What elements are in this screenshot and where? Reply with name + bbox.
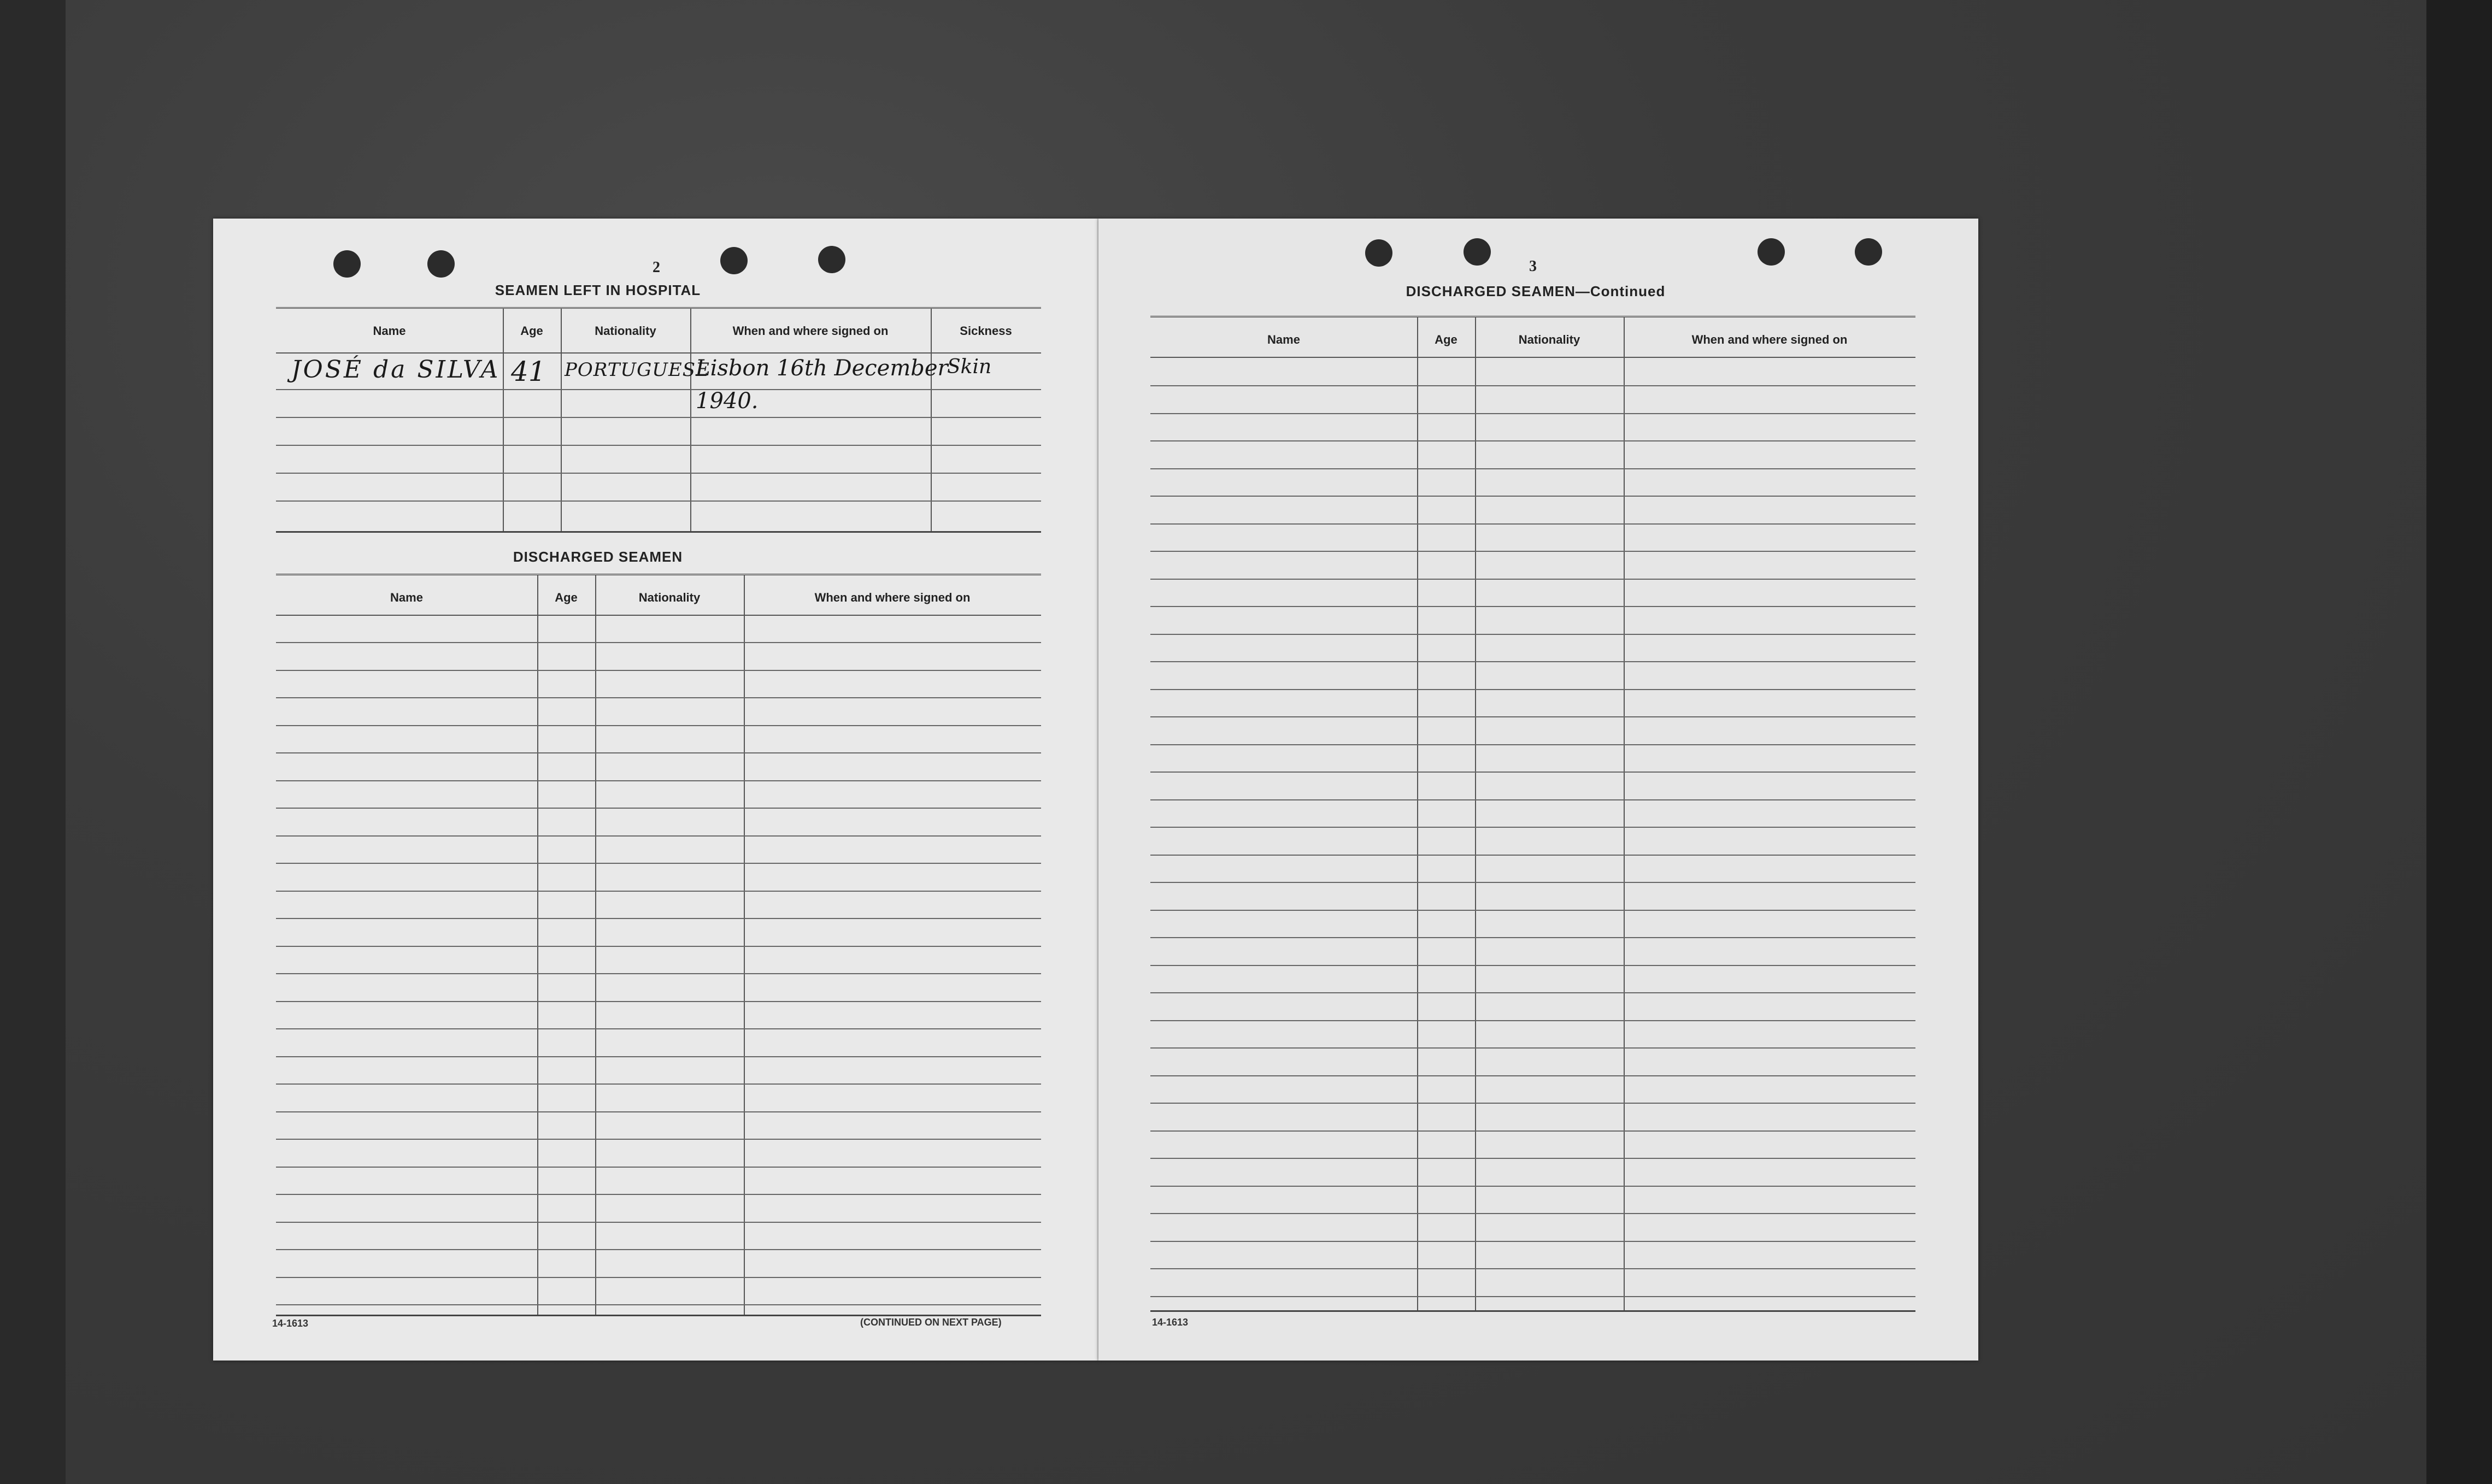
col-header-age: Age: [520, 324, 543, 338]
row-rule: [1150, 440, 1915, 441]
row-rule: [276, 725, 1041, 726]
discharged-table: [276, 574, 1041, 1316]
entry-age: 41: [511, 356, 546, 387]
row-rule: [1150, 1130, 1915, 1132]
entry-signed-on-year: 1940.: [696, 388, 759, 414]
row-rule: [1150, 413, 1915, 414]
row-rule: [1150, 1241, 1915, 1242]
row-rule: [276, 1167, 1041, 1168]
row-rule: [276, 1001, 1041, 1002]
row-rule: [1150, 496, 1915, 497]
punch-hole: [1758, 238, 1785, 266]
row-rule: [276, 808, 1041, 809]
row-rule: [276, 1304, 1041, 1305]
punch-hole: [818, 246, 845, 273]
row-rule: [276, 891, 1041, 892]
left-page: [213, 219, 1098, 1361]
page-number: 2: [653, 259, 660, 276]
column-divider: [690, 309, 691, 533]
entry-sickness: Skin: [947, 356, 992, 378]
row-rule: [1150, 1296, 1915, 1297]
col-header-nationality: Nationality: [638, 591, 701, 604]
punch-hole: [333, 250, 361, 278]
discharged-section-title: DISCHARGED SEAMEN: [513, 549, 683, 565]
col-header-nationality: Nationality: [595, 324, 656, 338]
punch-hole: [1365, 239, 1392, 267]
row-rule: [276, 389, 1041, 390]
col-header-sickness: Sickness: [960, 324, 1012, 338]
row-rule: [276, 670, 1041, 671]
row-rule: [1150, 827, 1915, 828]
row-rule: [276, 752, 1041, 753]
row-rule: [1150, 772, 1915, 773]
page-number: 3: [1529, 258, 1537, 275]
row-rule: [276, 417, 1041, 418]
right-page: [1098, 219, 1978, 1361]
column-divider: [503, 309, 504, 533]
row-rule: [1150, 523, 1915, 525]
row-rule: [1150, 855, 1915, 856]
background-right-strip: [2426, 0, 2492, 1484]
row-rule: [276, 1111, 1041, 1112]
row-rule: [1150, 965, 1915, 966]
col-header-name: Name: [1267, 333, 1300, 346]
row-rule: [276, 1194, 1041, 1195]
punch-hole: [1855, 238, 1882, 266]
row-rule: [1150, 1047, 1915, 1049]
col-header-nationality: Nationality: [1518, 333, 1580, 346]
row-rule: [1150, 1186, 1915, 1187]
row-rule: [1150, 1158, 1915, 1159]
row-rule: [276, 918, 1041, 919]
col-header-signed-on: When and where signed on: [814, 591, 971, 604]
row-rule: [1150, 744, 1915, 745]
row-rule: [1150, 716, 1915, 717]
row-rule: [1150, 634, 1915, 635]
row-rule: [1150, 606, 1915, 607]
discharged-continued-title: DISCHARGED SEAMEN—Continued: [1406, 283, 1666, 299]
row-rule: [1150, 1268, 1915, 1269]
row-rule: [1150, 910, 1915, 911]
table-bottom-rule: [276, 531, 1041, 533]
entry-name: JOSÉ da SILVA: [291, 356, 501, 384]
row-rule: [1150, 1213, 1915, 1214]
row-rule: [276, 697, 1041, 698]
row-rule: [276, 1277, 1041, 1278]
row-rule: [1150, 385, 1915, 386]
row-rule: [1150, 1075, 1915, 1076]
column-divider: [1475, 317, 1476, 1312]
row-rule: [276, 445, 1041, 446]
col-header-age: Age: [1435, 333, 1457, 346]
row-rule: [276, 500, 1041, 502]
punch-hole: [720, 247, 748, 274]
row-rule: [1150, 799, 1915, 800]
header-rule: [276, 352, 1041, 354]
row-rule: [1150, 1103, 1915, 1104]
header-rule: [276, 615, 1041, 616]
row-rule: [276, 863, 1041, 864]
column-divider: [1624, 317, 1625, 1312]
table-bottom-rule: [276, 1315, 1041, 1316]
row-rule: [276, 1222, 1041, 1223]
row-rule: [1150, 937, 1915, 938]
col-header-name: Name: [373, 324, 406, 338]
row-rule: [276, 473, 1041, 474]
row-rule: [1150, 579, 1915, 580]
punch-hole: [1464, 238, 1491, 266]
row-rule: [276, 1028, 1041, 1029]
col-header-signed-on: When and where signed on: [1691, 333, 1848, 346]
column-divider: [561, 309, 562, 533]
form-number: 14-1613: [272, 1318, 309, 1329]
row-rule: [1150, 551, 1915, 552]
row-rule: [1150, 992, 1915, 993]
row-rule: [276, 1249, 1041, 1250]
row-rule: [276, 1139, 1041, 1140]
hospital-table: [276, 307, 1041, 533]
discharged-continued-table: [1150, 316, 1915, 1312]
row-rule: [276, 780, 1041, 781]
row-rule: [1150, 882, 1915, 883]
punch-hole: [427, 250, 455, 278]
row-rule: [1150, 1020, 1915, 1021]
column-divider: [931, 309, 932, 533]
entry-nationality: PORTUGUESE: [565, 359, 710, 381]
col-header-signed-on: When and where signed on: [732, 324, 889, 338]
col-header-age: Age: [555, 591, 578, 604]
row-rule: [276, 1083, 1041, 1085]
entry-signed-on: Lisbon 16th December: [696, 356, 948, 381]
row-rule: [276, 835, 1041, 837]
column-divider: [1417, 317, 1418, 1312]
header-rule: [1150, 357, 1915, 358]
continued-note: (CONTINUED ON NEXT PAGE): [860, 1317, 1002, 1328]
row-rule: [1150, 468, 1915, 469]
row-rule: [276, 1056, 1041, 1057]
col-header-name: Name: [390, 591, 423, 604]
table-bottom-rule: [1150, 1310, 1915, 1312]
row-rule: [276, 642, 1041, 643]
row-rule: [276, 946, 1041, 947]
row-rule: [1150, 689, 1915, 690]
background-left-strip: [0, 0, 66, 1484]
form-number: 14-1613: [1152, 1317, 1189, 1328]
row-rule: [1150, 661, 1915, 662]
row-rule: [276, 973, 1041, 974]
hospital-section-title: SEAMEN LEFT IN HOSPITAL: [495, 282, 701, 298]
